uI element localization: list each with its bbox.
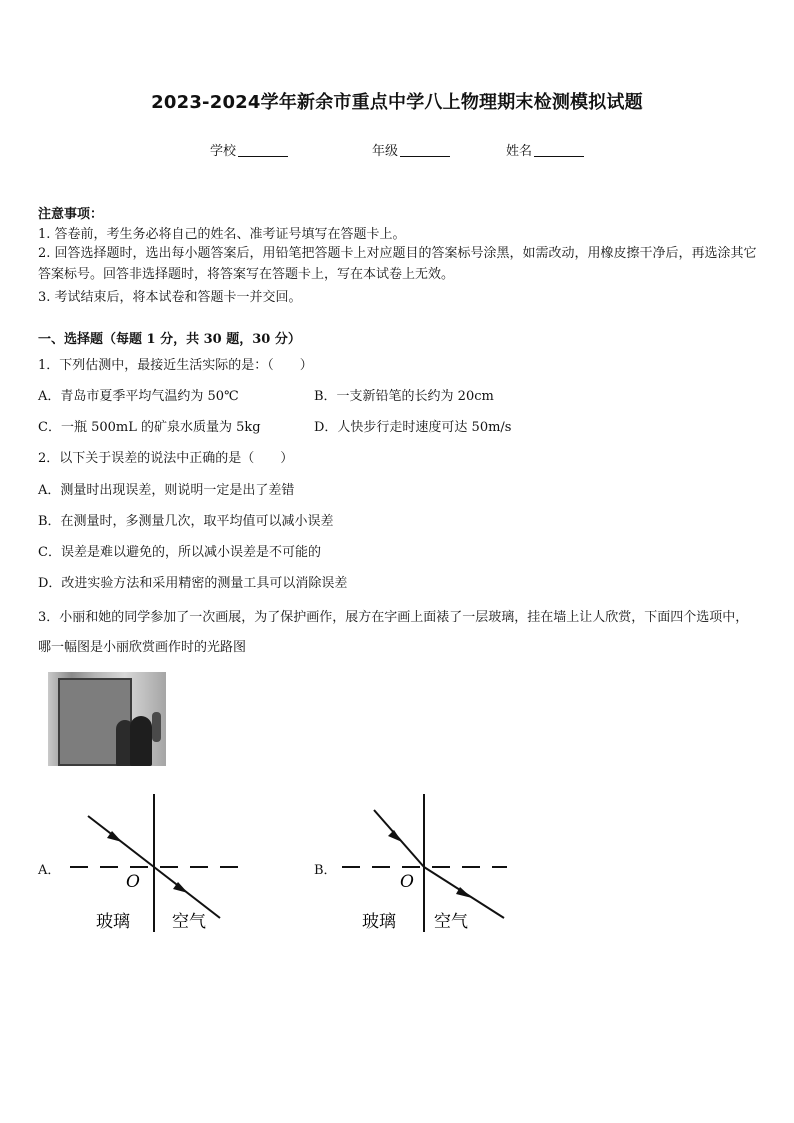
q1-option-d: D．人快步行走时速度可达 50m/s (314, 420, 512, 435)
notice-heading: 注意事项： (38, 207, 104, 222)
q2-option-a: A．测量时出现误差，则说明一定是出了差错 (38, 483, 295, 498)
school-blank (238, 143, 288, 157)
q1-option-c: C．一瓶 500mL 的矿泉水质量为 5kg (38, 420, 261, 435)
q3-stem: 3．小丽和她的同学参加了一次画展，为了保护画作，展方在字画上面裱了一层玻璃，挂在墙上让人欣赏，下面四个选项中，哪一幅图是小丽欣赏画作时的光路图 (38, 610, 749, 655)
air-label: 空气 (434, 912, 468, 932)
grade-field (372, 140, 450, 159)
origin-label: O (126, 872, 140, 892)
name-blank (534, 143, 584, 157)
visitor-figure (152, 712, 161, 742)
name-field (506, 140, 584, 159)
visitor-figure (130, 716, 152, 766)
q3-option-a-label: A． (38, 863, 61, 878)
q3-option-b-label: B． (314, 863, 337, 878)
air-label: 空气 (172, 912, 206, 932)
notice-item-2: 2. 回答选择题时，选出每小题答案后，用铅笔把答题卡上对应题目的答案标号涂黑，如需改动，用橡皮擦干净后，再选涂其它答案标号。回答非选择题时，将答案写在答题卡上，写在本试卷上无效。 (38, 246, 757, 282)
school-label: 学校 (210, 144, 237, 159)
school-field (210, 140, 288, 159)
q1-option-a: A．青岛市夏季平均气温约为 50℃ (38, 389, 239, 404)
q1-option-b: B．一支新铅笔的长约为 20cm (314, 389, 494, 404)
notice-item-1: 1. 答卷前，考生务必将自己的姓名、准考证号填写在答题卡上。 (38, 227, 406, 242)
page-title: 2023-2024学年新余市重点中学八上物理期末检测模拟试题 (151, 92, 643, 113)
section-heading: 一、选择题（每题 1 分，共 30 题，30 分） (38, 332, 301, 347)
grade-blank (400, 143, 450, 157)
q2-option-b: B．在测量时，多测量几次，取平均值可以减小误差 (38, 514, 334, 529)
exhibition-photo (48, 672, 166, 766)
q2-option-d: D．改进实验方法和采用精密的测量工具可以消除误差 (38, 576, 348, 591)
q2-option-c: C．误差是难以避免的，所以减小误差是不可能的 (38, 545, 321, 560)
q2-stem: 2．以下关于误差的说法中正确的是（ ） (38, 451, 294, 466)
glass-label: 玻璃 (96, 912, 130, 932)
name-label: 姓名 (506, 144, 533, 159)
glass-label: 玻璃 (362, 912, 396, 932)
q1-stem: 1．下列估测中，最接近生活实际的是：（ ） (38, 358, 313, 373)
q3-diagram-b (332, 790, 522, 940)
notice-item-3: 3. 考试结束后，将本试卷和答题卡一并交回。 (38, 290, 302, 305)
grade-label: 年级 (372, 144, 399, 159)
origin-label: O (400, 872, 414, 892)
q3-diagram-a (60, 790, 250, 940)
arrow-icon (388, 830, 402, 842)
